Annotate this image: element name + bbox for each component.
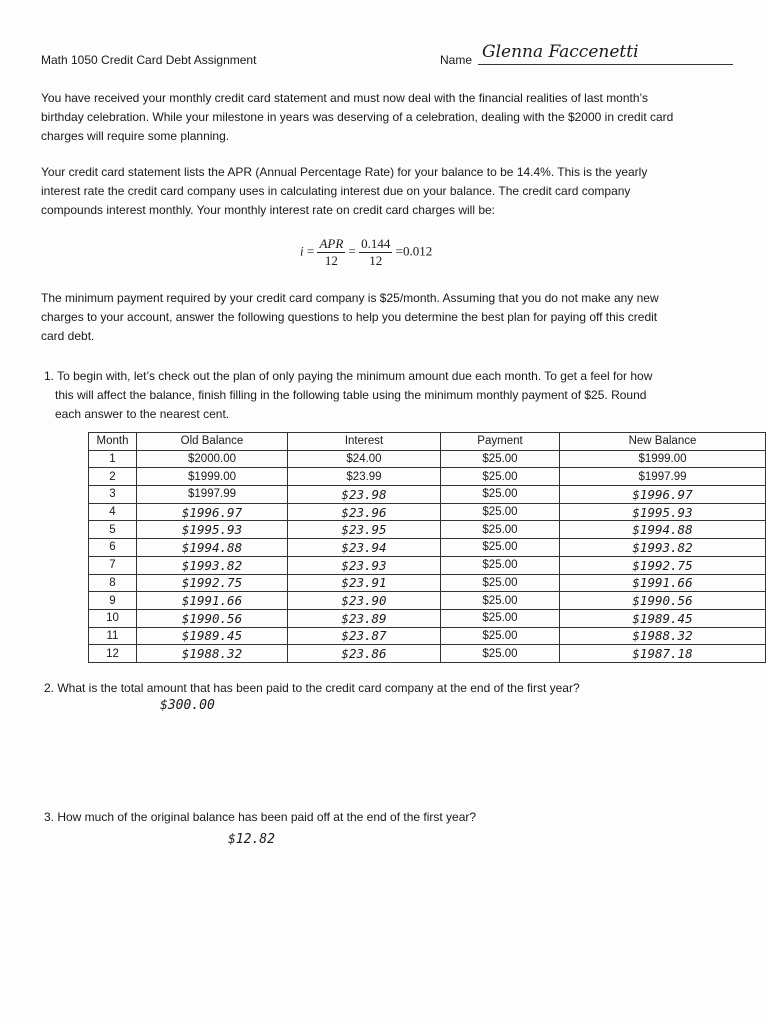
cell-new-balance-handwritten: $1992.75 bbox=[560, 556, 766, 574]
cell-payment: $25.00 bbox=[441, 468, 560, 486]
formula-den1: 12 bbox=[324, 253, 338, 268]
page-title: Math 1050 Credit Card Debt Assignment bbox=[41, 53, 257, 67]
formula-fraction-rate bbox=[359, 236, 392, 269]
cell-payment: $25.00 bbox=[441, 521, 560, 539]
table-row bbox=[89, 609, 766, 627]
cell-new-balance-handwritten: $1990.56 bbox=[560, 592, 766, 610]
intro-paragraph bbox=[41, 89, 731, 146]
q1-line-2: this will affect the balance, finish filling in the following table using the minimum monthly payment of $25. Round bbox=[55, 388, 647, 402]
cell-month: 5 bbox=[89, 521, 137, 539]
interest-formula: i = $\frac{\text{APR}}{12}$ = $\frac{0.144}{12}$ =0.012 bbox=[300, 236, 433, 268]
cell-interest: $23.99 bbox=[288, 468, 441, 486]
cell-old-balance-handwritten: $1996.97 bbox=[137, 503, 288, 521]
cell-new-balance-handwritten: $1987.18 bbox=[560, 645, 766, 663]
minimum-payment-paragraph bbox=[41, 289, 731, 346]
cell-new-balance-handwritten: $1988.32 bbox=[560, 627, 766, 645]
cell-payment: $25.00 bbox=[441, 503, 560, 521]
table-row bbox=[89, 468, 766, 486]
min-line-3: card debt. bbox=[41, 329, 95, 343]
cell-interest-handwritten: $23.93 bbox=[288, 556, 441, 574]
question-2: 2. What is the total amount that has been paid to the credit card company at the end of the first year? bbox=[44, 681, 580, 695]
cell-month: 4 bbox=[89, 503, 137, 521]
cell-old-balance-handwritten: $1988.32 bbox=[137, 645, 288, 663]
name-label: Name bbox=[440, 53, 473, 67]
table-row bbox=[89, 574, 766, 592]
question-2-answer-handwritten: $300.00 bbox=[160, 698, 215, 713]
cell-month: 6 bbox=[89, 539, 137, 557]
cell-payment: $25.00 bbox=[441, 450, 560, 468]
cell-month: 1 bbox=[89, 450, 137, 468]
header-interest: Interest bbox=[288, 433, 441, 451]
formula-fraction-apr bbox=[317, 236, 345, 269]
header-new-balance: New Balance bbox=[560, 433, 766, 451]
formula-lhs: i bbox=[300, 243, 304, 259]
cell-new-balance: $1999.00 bbox=[560, 450, 766, 468]
cell-interest-handwritten: $23.87 bbox=[288, 627, 441, 645]
intro-line-3: charges will require some planning. bbox=[41, 129, 230, 143]
intro-line-1: You have received your monthly credit card statement and must now deal with the financial realities of last month’s bbox=[41, 91, 648, 105]
cell-interest-handwritten: $23.94 bbox=[288, 539, 441, 557]
cell-month: 8 bbox=[89, 574, 137, 592]
header-payment: Payment bbox=[441, 433, 560, 451]
header-month: Month bbox=[89, 433, 137, 451]
table-row bbox=[89, 592, 766, 610]
intro-line-2: birthday celebration. While your milestone in years was deserving of a celebration, dealing with the $2000 in credit card bbox=[41, 110, 674, 124]
apr-paragraph bbox=[41, 163, 731, 220]
cell-payment: $25.00 bbox=[441, 592, 560, 610]
table-row bbox=[89, 539, 766, 557]
min-line-2: charges to your account, answer the following questions to help you determine the best plan for paying off this credit bbox=[41, 310, 658, 324]
cell-payment: $25.00 bbox=[441, 486, 560, 504]
cell-new-balance: $1997.99 bbox=[560, 468, 766, 486]
cell-payment: $25.00 bbox=[441, 627, 560, 645]
question-1 bbox=[44, 367, 734, 424]
table-row bbox=[89, 450, 766, 468]
cell-new-balance-handwritten: $1995.93 bbox=[560, 503, 766, 521]
cell-interest-handwritten: $23.91 bbox=[288, 574, 441, 592]
table-row bbox=[89, 627, 766, 645]
cell-payment: $25.00 bbox=[441, 556, 560, 574]
cell-payment: $25.00 bbox=[441, 574, 560, 592]
table-row bbox=[89, 521, 766, 539]
formula-num1: APR bbox=[319, 236, 344, 251]
header-old-balance: Old Balance bbox=[137, 433, 288, 451]
cell-old-balance-handwritten: $1993.82 bbox=[137, 556, 288, 574]
table-header-row bbox=[89, 433, 766, 451]
question-3-answer-handwritten: $12.82 bbox=[228, 832, 275, 847]
cell-payment: $25.00 bbox=[441, 609, 560, 627]
cell-month: 12 bbox=[89, 645, 137, 663]
name-value-handwritten: Glenna Faccenetti bbox=[482, 42, 639, 62]
formula-den2: 12 bbox=[369, 253, 383, 268]
cell-payment: $25.00 bbox=[441, 645, 560, 663]
cell-month: 10 bbox=[89, 609, 137, 627]
cell-new-balance-handwritten: $1989.45 bbox=[560, 609, 766, 627]
cell-old-balance-handwritten: $1995.93 bbox=[137, 521, 288, 539]
cell-interest-handwritten: $23.95 bbox=[288, 521, 441, 539]
formula-result: 0.012 bbox=[402, 243, 433, 259]
cell-month: 11 bbox=[89, 627, 137, 645]
apr-line-1: Your credit card statement lists the APR (Annual Percentage Rate) for your balance to be 14.4%. This is the yearly bbox=[41, 165, 648, 179]
cell-old-balance-handwritten: $1992.75 bbox=[137, 574, 288, 592]
cell-old-balance: $1997.99 bbox=[137, 486, 288, 504]
question-3: 3. How much of the original balance has been paid off at the end of the first year? bbox=[44, 810, 477, 824]
cell-interest-handwritten: $23.98 bbox=[288, 486, 441, 504]
cell-month: 7 bbox=[89, 556, 137, 574]
cell-old-balance-handwritten: $1991.66 bbox=[137, 592, 288, 610]
cell-interest-handwritten: $23.96 bbox=[288, 503, 441, 521]
name-underline bbox=[478, 64, 733, 65]
table-row bbox=[89, 645, 766, 663]
table-row bbox=[89, 503, 766, 521]
q1-line-3: each answer to the nearest cent. bbox=[55, 407, 230, 421]
cell-month: 3 bbox=[89, 486, 137, 504]
apr-line-3: compounds interest monthly. Your monthly interest rate on credit card charges will be: bbox=[41, 203, 496, 217]
apr-line-2: interest rate the credit card company uses in calculating interest due on your balance. The credit card company bbox=[41, 184, 631, 198]
cell-old-balance-handwritten: $1990.56 bbox=[137, 609, 288, 627]
cell-new-balance-handwritten: $1993.82 bbox=[560, 539, 766, 557]
table-row bbox=[89, 486, 766, 504]
cell-new-balance-handwritten: $1996.97 bbox=[560, 486, 766, 504]
min-line-1: The minimum payment required by your credit card company is $25/month. Assuming that you do not make any new bbox=[41, 291, 659, 305]
cell-interest: $24.00 bbox=[288, 450, 441, 468]
cell-interest-handwritten: $23.86 bbox=[288, 645, 441, 663]
table-row bbox=[89, 556, 766, 574]
cell-new-balance-handwritten: $1994.88 bbox=[560, 521, 766, 539]
cell-old-balance-handwritten: $1994.88 bbox=[137, 539, 288, 557]
cell-month: 2 bbox=[89, 468, 137, 486]
cell-new-balance-handwritten: $1991.66 bbox=[560, 574, 766, 592]
cell-month: 9 bbox=[89, 592, 137, 610]
balance-table bbox=[88, 432, 766, 663]
formula-num2: 0.144 bbox=[361, 236, 391, 251]
q1-line-1: 1. To begin with, let’s check out the plan of only paying the minimum amount due each month. To get a feel for how bbox=[44, 369, 653, 383]
cell-old-balance-handwritten: $1989.45 bbox=[137, 627, 288, 645]
cell-payment: $25.00 bbox=[441, 539, 560, 557]
cell-interest-handwritten: $23.90 bbox=[288, 592, 441, 610]
cell-old-balance: $1999.00 bbox=[137, 468, 288, 486]
cell-old-balance: $2000.00 bbox=[137, 450, 288, 468]
cell-interest-handwritten: $23.89 bbox=[288, 609, 441, 627]
